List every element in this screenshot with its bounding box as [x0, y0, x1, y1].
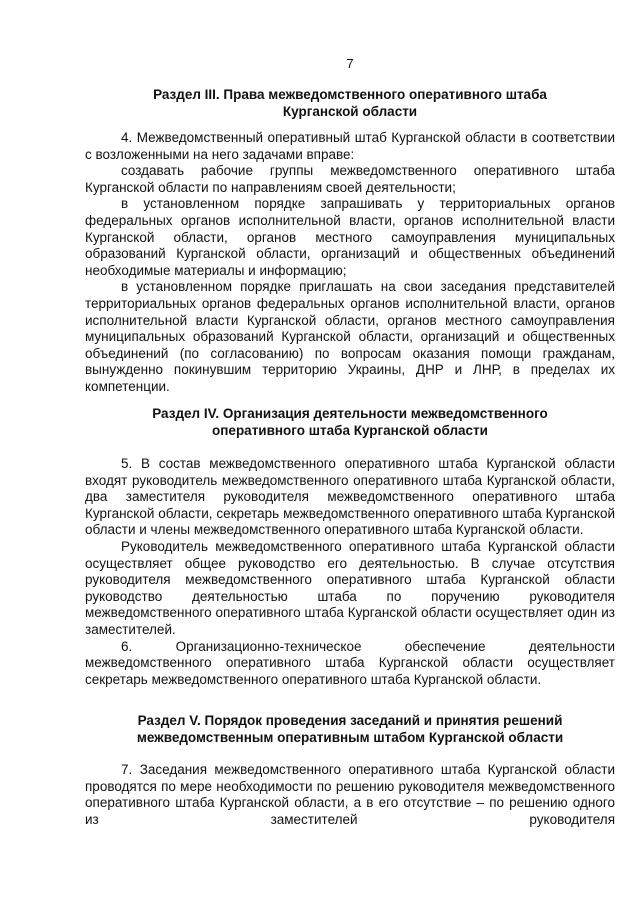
section-heading-line: Раздел V. Порядок проведения заседаний и принятия решений: [137, 713, 563, 728]
page-number: 7: [346, 56, 354, 71]
paragraph: в установленном порядке запрашивать у территориальных органов федеральных органов исполнительной власти, органов исполнительной власти Курганской области, органов местного самоуправления муниципальных образований Курганской области, организаций и общественных объединений необходимые материалы и информацию;: [85, 196, 615, 278]
paragraph: создавать рабочие группы межведомственного оперативного штаба Курганской области по направлениям своей деятельности;: [85, 163, 615, 195]
section-heading-4: [85, 405, 615, 439]
section-heading-3: [85, 86, 615, 120]
section-body-3: [85, 130, 615, 396]
paragraph: 5. В состав межведомственного оперативного штаба Курганской области входят руководитель межведомственного оперативного штаба Курганской области, два заместителя руководителя межведомственного оперативного штаба Курганской области, секретарь межведомственного оперативного штаба Курганской области и члены межведомственного оперативного штаба Курганской области.: [85, 456, 615, 538]
paragraph: 4. Межведомственный оперативный штаб Курганской области в соответствии с возложенными на него задачами вправе:: [85, 130, 615, 162]
paragraph: Руководитель межведомственного оперативного штаба Курганской области осуществляет общее руководство его деятельностью. В случае отсутствия руководителя межведомственного оперативного штаба Курганской области руководство деятельностью штаба по поручению руководителя межведомственного оперативного штаба Курганской области осуществляет один из заместителей.: [85, 538, 615, 637]
paragraph: в установленном порядке приглашать на свои заседания представителей территориальных органов федеральных органов исполнительной власти, органов исполнительной власти Курганской области, органов местного самоуправления муниципальных образований Курганской области, организаций и общественных объединений (по согласованию) по вопросам оказания помощи гражданам, вынужденно покинувшим территорию Украины, ДНР и ЛНР, в пределах их компетенции.: [85, 279, 615, 394]
section-body-5: [85, 762, 615, 828]
section-heading-line: Раздел IV. Организация деятельности межведомственного: [152, 406, 548, 421]
section-heading-5: [85, 712, 615, 746]
section-heading-line: оперативного штаба Курганской области: [212, 423, 488, 438]
section-heading-line: Курганской области: [282, 104, 418, 119]
paragraph: 6. Организационно-техническое обеспечение деятельности межведомственного оперативного штаба Курганской области осуществляет секретарь межведомственного оперативного штаба Курганской области.: [85, 638, 615, 687]
section-heading-line: Раздел III. Права межведомственного оперативного штаба: [153, 87, 547, 102]
section-body-4: [85, 456, 615, 688]
section-heading-line: межведомственным оперативным штабом Курганской области: [136, 730, 564, 745]
paragraph: 7. Заседания межведомственного оперативного штаба Курганской области проводятся по мере необходимости по решению руководителя межведомственного оперативного штаба Курганской области, а в его отсутствие – по решению одного из заместителей руководителя: [85, 762, 615, 827]
